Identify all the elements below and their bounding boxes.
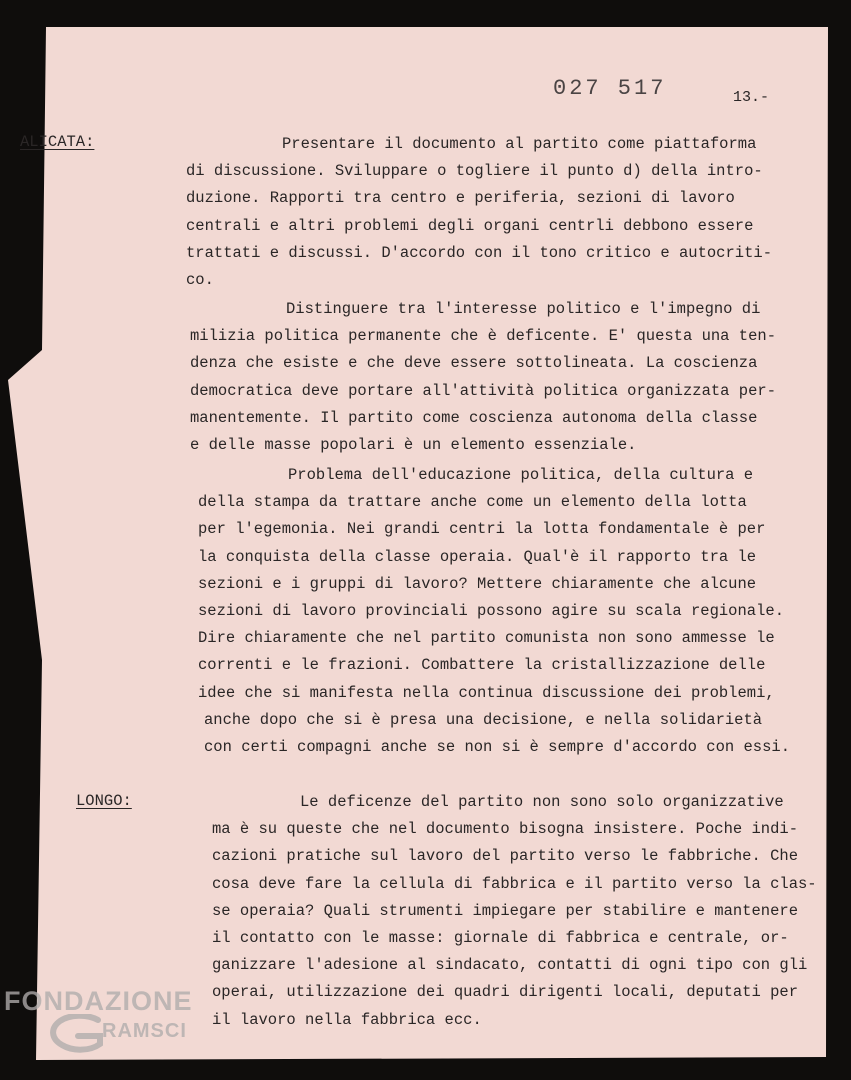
fondazione-gramsci-watermark bbox=[4, 986, 219, 1056]
watermark-line-2: RAMSCI bbox=[102, 1020, 187, 1042]
text-line: milizia politica permanente che è deficente. E' questa una ten- bbox=[190, 327, 776, 346]
text-line: idee che si manifesta nella continua discussione dei problemi, bbox=[198, 683, 775, 702]
text-line: cosa deve fare la cellula di fabbrica e il partito verso la clas- bbox=[212, 874, 817, 893]
text-line: Dire chiaramente che nel partito comunista non sono ammesse le bbox=[198, 629, 775, 648]
text-line: per l'egemonia. Nei grandi centri la lotta fondamentale è per bbox=[198, 520, 766, 539]
text-line: denza che esiste e che deve essere sottolineata. La coscienza bbox=[190, 354, 758, 373]
text-line: il lavoro nella fabbrica ecc. bbox=[212, 1010, 482, 1029]
text-line: cazioni pratiche sul lavoro del partito verso le fabbriche. Che bbox=[212, 847, 798, 866]
text-line: anche dopo che si è presa una decisione, e nella solidarietà bbox=[204, 710, 763, 729]
gramsci-g-emblem-icon bbox=[38, 1014, 106, 1056]
text-line: correnti e le frazioni. Combattere la cristallizzazione delle bbox=[198, 656, 766, 675]
text-line: e delle masse popolari è un elemento essenziale. bbox=[190, 435, 637, 454]
text-line: della stampa da trattare anche come un elemento della lotta bbox=[198, 493, 747, 512]
text-line: duzione. Rapporti tra centro e periferia, sezioni di lavoro bbox=[186, 189, 735, 208]
text-line: sezioni e i gruppi di lavoro? Mettere chiaramente che alcune bbox=[198, 574, 757, 593]
text-line: il contatto con le masse: giornale di fabbrica e centrale, or- bbox=[212, 928, 789, 947]
speaker-label-alicata: ALICATA: bbox=[20, 133, 95, 151]
text-line: co. bbox=[186, 270, 214, 289]
text-line: di discussione. Sviluppare o togliere il punto d) della intro- bbox=[186, 162, 763, 181]
text-line: Presentare il documento al partito come piattaforma bbox=[282, 135, 757, 153]
paragraph-alicata-3 bbox=[198, 462, 790, 761]
speaker-label-longo: LONGO: bbox=[76, 792, 132, 810]
text-line: sezioni di lavoro provinciali possono agire su scala regionale. bbox=[198, 601, 784, 620]
paragraph-alicata-2 bbox=[190, 296, 776, 459]
text-line: ganizzare l'adesione al sindacato, contatti di ogni tipo con gli bbox=[212, 956, 808, 975]
watermark-line-1: FONDAZIONE bbox=[4, 986, 193, 1016]
text-line: ma è su queste che nel documento bisogna insistere. Poche indi- bbox=[212, 820, 798, 839]
text-line: manentemente. Il partito come coscienza autonoma della classe bbox=[190, 408, 758, 427]
text-line: la conquista della classe operaia. Qual'è il rapporto tra le bbox=[198, 547, 757, 566]
text-line: Distinguere tra l'interesse politico e l'impegno di bbox=[286, 300, 761, 318]
text-line: operai, utilizzazione dei quadri dirigenti locali, deputati per bbox=[212, 983, 798, 1002]
text-line: con certi compagni anche se non si è sempre d'accordo con essi. bbox=[204, 737, 790, 756]
text-line: centrali e altri problemi degli organi centrli debbono essere bbox=[186, 216, 754, 235]
archive-number-stamp: 027 517 bbox=[553, 76, 667, 101]
paragraph-longo-1 bbox=[212, 789, 817, 1034]
text-line: Le deficenze del partito non sono solo organizzative bbox=[300, 793, 784, 811]
text-line: Problema dell'educazione politica, della cultura e bbox=[288, 466, 754, 484]
page-number: 13.- bbox=[733, 89, 770, 106]
text-line: democratica deve portare all'attività politica organizzata per- bbox=[190, 381, 776, 400]
text-line: trattati e discussi. D'accordo con il tono critico e autocriti- bbox=[186, 243, 772, 262]
paragraph-alicata-1 bbox=[186, 131, 772, 294]
text-line: se operaia? Quali strumenti impiegare per stabilire e mantenere bbox=[212, 901, 798, 920]
